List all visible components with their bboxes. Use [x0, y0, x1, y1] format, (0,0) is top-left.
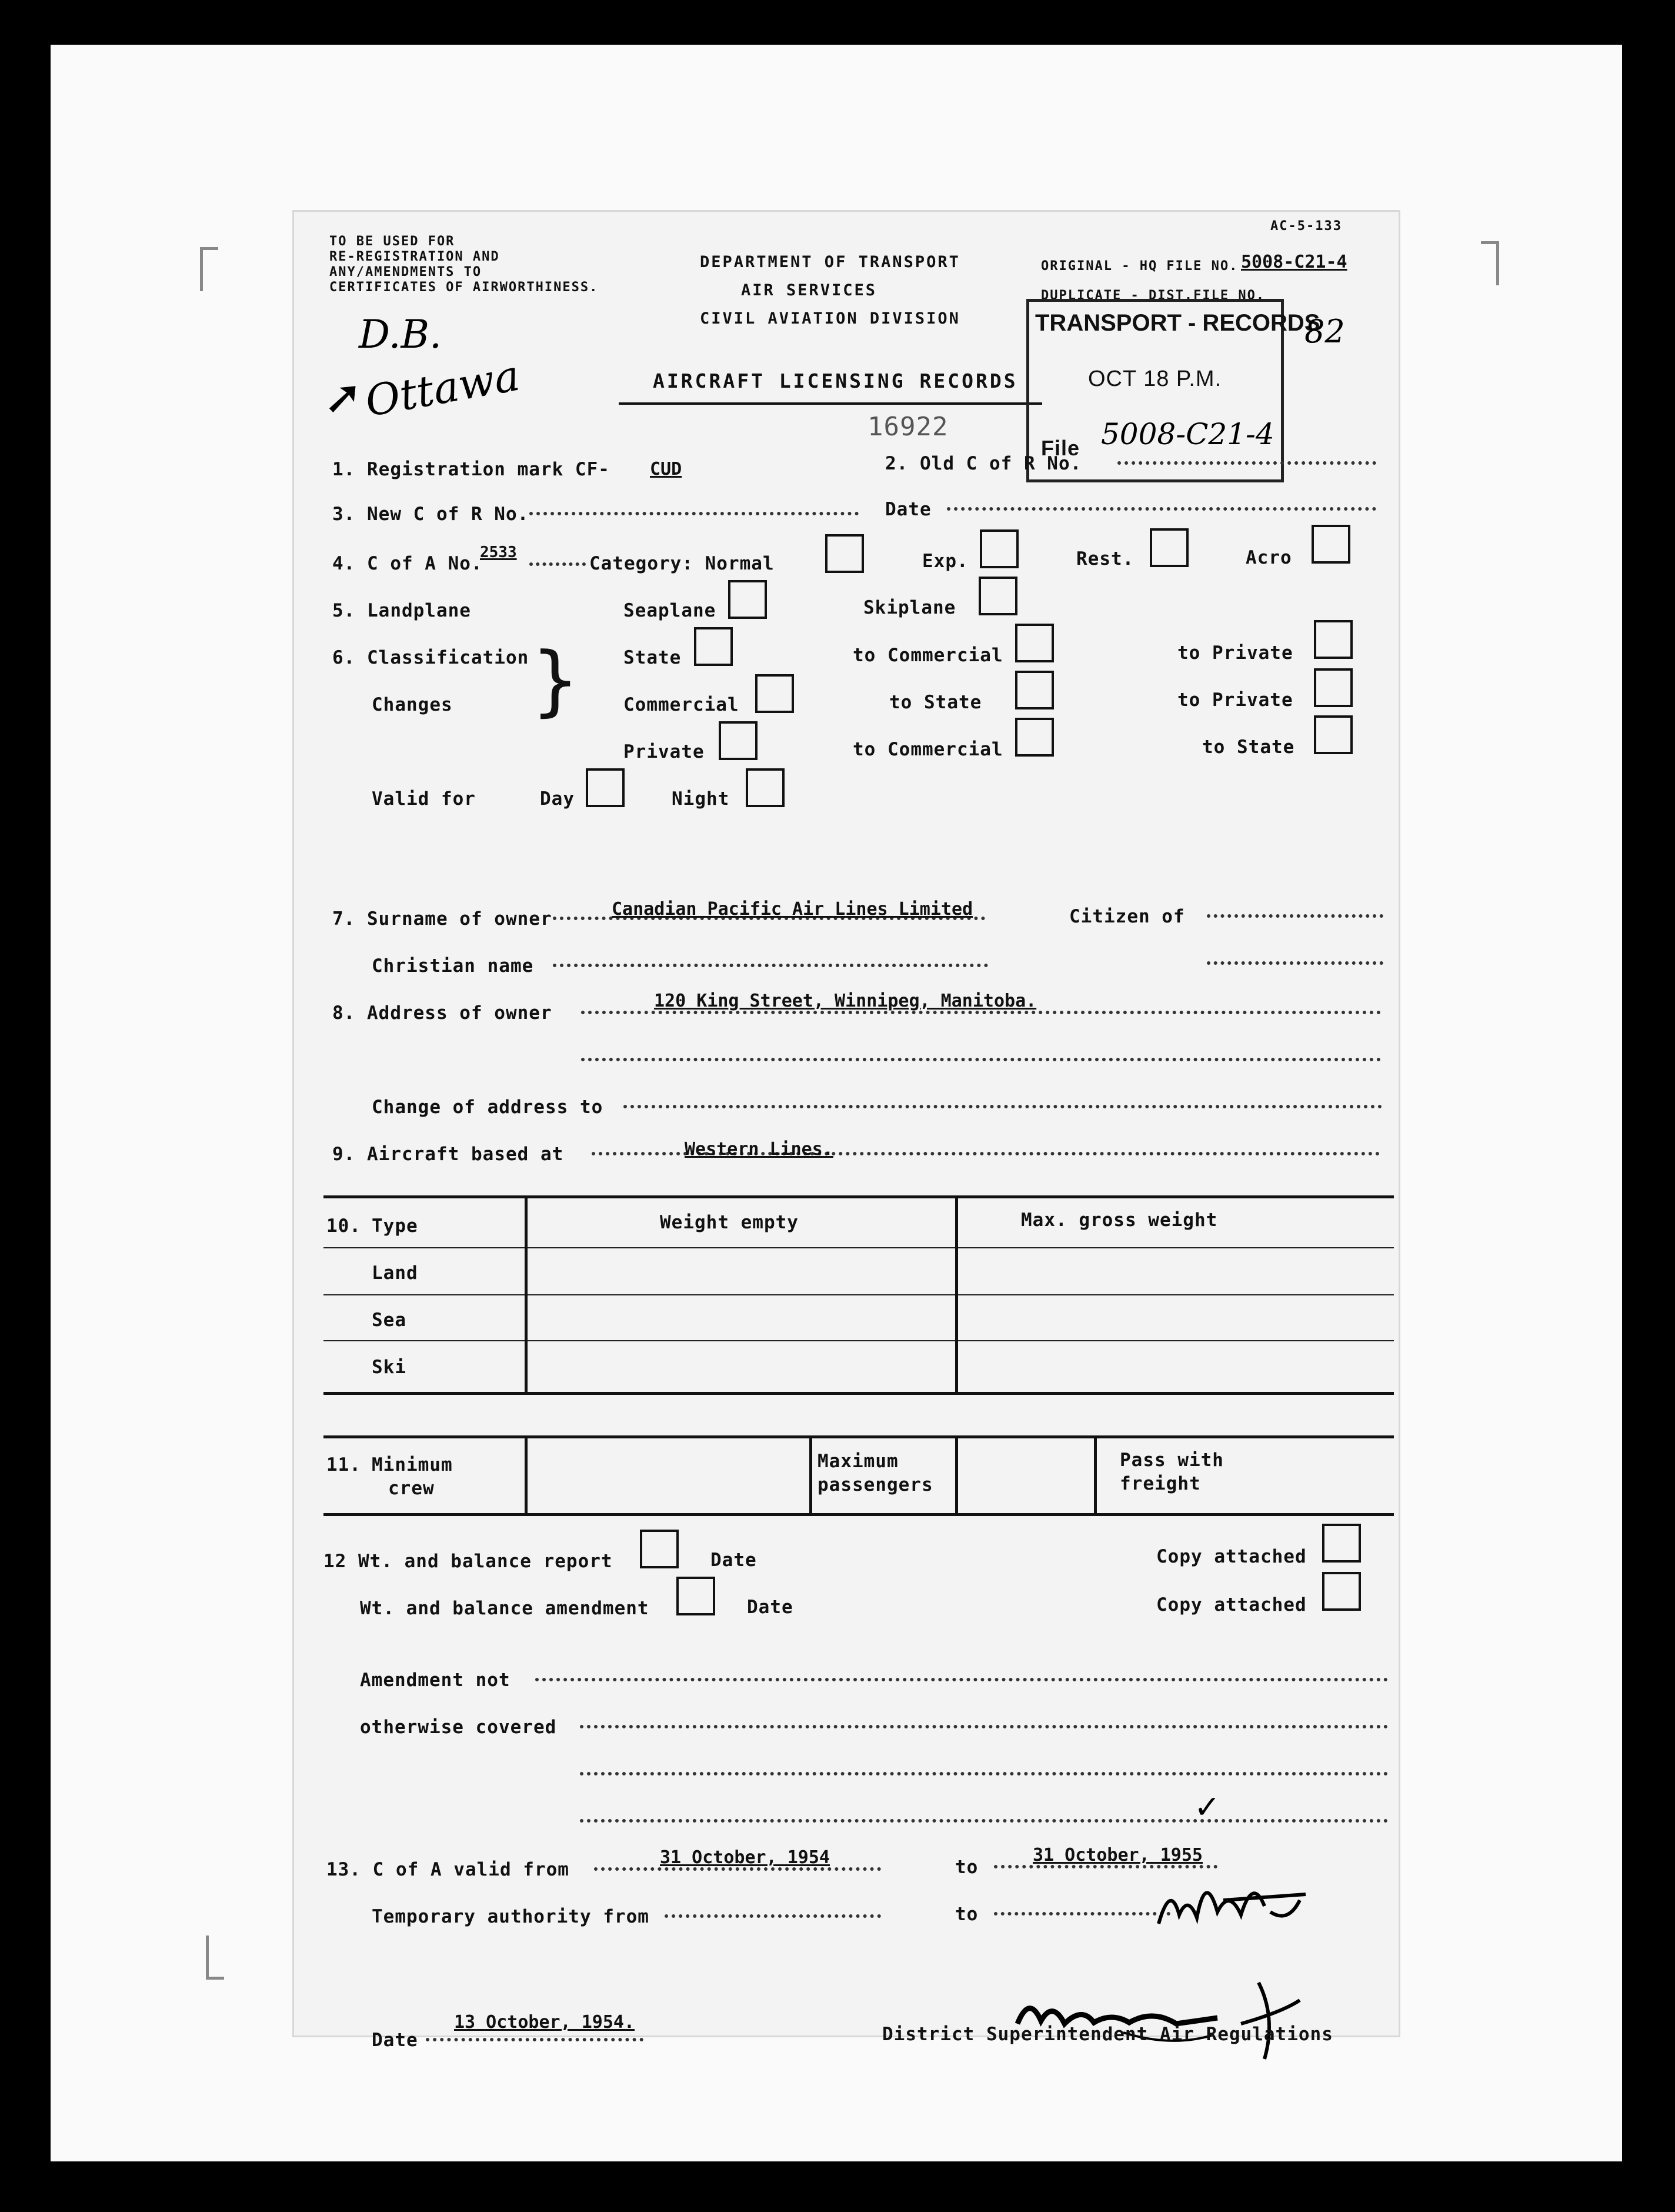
temporary-authority-label: Temporary authority from [372, 1906, 649, 1927]
footer-date-label: Date [372, 2030, 418, 2051]
crop-mark-top-left [200, 247, 218, 291]
type-table-top-rule [323, 1195, 1394, 1198]
classification-brace-icon: } [532, 635, 579, 725]
type-column-header: Type [372, 1215, 418, 1237]
arrow-icon: ➚ [323, 369, 363, 424]
field-address-label: 8. Address of owner [332, 1002, 552, 1024]
category-rest-label: Rest. [1076, 548, 1135, 569]
stamp-side-mark: 82 [1304, 313, 1345, 350]
seaplane-label: Seaplane [623, 600, 716, 621]
otherwise-covered-dots-2 [580, 1772, 1388, 1775]
old-cofr-dots [1117, 461, 1376, 465]
class-to-private-1-checkbox[interactable] [1314, 620, 1353, 659]
max-gross-weight-header: Max. gross weight [1021, 1210, 1218, 1231]
stamp-title: TRANSPORT - RECORDS [1035, 310, 1320, 336]
class-to-private-1-label: to Private [1177, 642, 1293, 664]
category-exp-checkbox[interactable] [980, 529, 1019, 568]
type-table-number: 10. [326, 1215, 361, 1237]
category-label: Category: Normal [589, 553, 775, 574]
type-row-ski: Ski [372, 1357, 406, 1378]
valid-for-label: Valid for [372, 788, 476, 809]
based-at-value: Western Lines. [685, 1139, 833, 1160]
address-dots-2 [581, 1058, 1381, 1061]
valid-night-label: Night [672, 788, 730, 809]
title-underline [619, 402, 1042, 405]
class-to-commercial-2-label: to Commercial [853, 739, 1003, 760]
crop-mark-top-right [1481, 241, 1499, 285]
wt-balance-report-checkbox[interactable] [640, 1530, 679, 1568]
class-commercial-label: Commercial [623, 694, 739, 715]
registration-mark-value: CUD [650, 459, 682, 479]
stamp-date: OCT 18 P.M. [1088, 367, 1222, 391]
class-state-label: State [623, 647, 682, 668]
department-heading: DEPARTMENT OF TRANSPORT [700, 253, 960, 271]
otherwise-covered-label: otherwise covered [360, 1717, 557, 1738]
wt-balance-report-date-label: Date [710, 1550, 757, 1571]
class-to-commercial-1-label: to Commercial [853, 645, 1003, 666]
copy-attached-2-label: Copy attached [1156, 1594, 1307, 1615]
service-heading: AIR SERVICES [741, 281, 877, 299]
serial-number: 16922 [867, 412, 949, 442]
temporary-authority-dots [665, 1914, 881, 1918]
field-registration-label: 1. Registration mark CF- [332, 459, 610, 480]
skiplane-label: Skiplane [863, 597, 956, 618]
instruction-line-3: ANY/AMENDMENTS TO [329, 265, 482, 279]
division-heading: CIVIL AVIATION DIVISION [700, 309, 960, 328]
category-acro-checkbox[interactable] [1312, 525, 1350, 564]
category-normal-checkbox[interactable] [825, 534, 864, 573]
seaplane-checkbox[interactable] [728, 580, 767, 619]
maximum-passengers-line-1: Maximum [818, 1451, 899, 1472]
wt-balance-amendment-date-label: Date [747, 1597, 793, 1618]
otherwise-covered-dots [580, 1725, 1388, 1728]
class-to-private-2-label: to Private [1177, 689, 1293, 711]
form-title: AIRCRAFT LICENSING RECORDS [653, 369, 1018, 392]
owner-surname-value: Canadian Pacific Air Lines Limited [612, 899, 973, 920]
cofa-valid-to-value: 31 October, 1955 [1033, 1845, 1203, 1865]
christian-name-label: Christian name [372, 955, 534, 977]
form-number: AC-5-133 [1270, 219, 1342, 234]
valid-day-checkbox[interactable] [586, 768, 625, 807]
class-to-state-1-checkbox[interactable] [1015, 671, 1054, 709]
christian-name-dots [553, 964, 988, 967]
class-to-state-1-label: to State [889, 692, 982, 713]
duplicate-file-label: DUPLICATE - DIST.FILE NO. [1041, 288, 1266, 303]
wt-balance-amendment-checkbox[interactable] [676, 1577, 715, 1615]
class-private-checkbox[interactable] [719, 721, 758, 760]
temporary-to-label: to [955, 1904, 979, 1925]
classification-changes-label: Changes [372, 694, 453, 715]
field-based-at-label: 9. Aircraft based at [332, 1144, 564, 1165]
pass-with-freight-line-1: Pass with [1120, 1450, 1224, 1471]
cofa-valid-from-value: 31 October, 1954 [660, 1847, 830, 1868]
copy-attached-2-checkbox[interactable] [1322, 1572, 1361, 1611]
crew-table-divider-2 [809, 1435, 812, 1515]
class-to-commercial-1-checkbox[interactable] [1015, 624, 1054, 662]
pass-with-freight-line-2: freight [1120, 1473, 1201, 1494]
new-cofr-date-label: Date [885, 499, 932, 520]
category-acro-label: Acro [1246, 547, 1292, 568]
crew-table-divider-3 [955, 1435, 958, 1515]
class-to-state-2-label: to State [1202, 737, 1295, 758]
type-row-sea: Sea [372, 1310, 406, 1331]
new-cofr-dots [529, 512, 859, 515]
type-table-row-rule-2 [323, 1340, 1394, 1341]
stamp-file-number: 5008-C21-4 [1101, 417, 1274, 451]
instruction-line-1: TO BE USED FOR [329, 234, 455, 249]
new-cofr-date-dots [947, 507, 1376, 511]
crew-table-divider-4 [1094, 1435, 1097, 1515]
type-table-divider-2 [955, 1195, 958, 1394]
change-of-address-label: Change of address to [372, 1097, 603, 1118]
type-table-divider-1 [525, 1195, 528, 1394]
original-file-label: ORIGINAL - HQ FILE NO. [1041, 259, 1239, 274]
citizen-of-dots [1207, 914, 1383, 918]
class-to-state-2-checkbox[interactable] [1314, 715, 1353, 754]
district-superintendent-label: District Superintendent Air Regulations [882, 2024, 1333, 2045]
minimum-crew-line-1: Minimum [372, 1454, 453, 1475]
citizen-of-dots-2 [1207, 961, 1383, 965]
copy-attached-1-checkbox[interactable] [1322, 1524, 1361, 1563]
field-classification-label: 6. Classification [332, 647, 529, 668]
instruction-line-2: RE-REGISTRATION AND [329, 249, 500, 264]
cofa-number-value: 2533 [480, 544, 517, 561]
change-of-address-dots [623, 1105, 1382, 1108]
field-landplane-label: 5. Landplane [332, 600, 471, 621]
instruction-line-4: CERTIFICATES OF AIRWORTHINESS. [329, 280, 599, 295]
owner-address-value: 120 King Street, Winnipeg, Manitoba. [654, 991, 1037, 1011]
valid-day-label: Day [540, 788, 575, 809]
field-old-cofr-label: 2. Old C of R No. [885, 453, 1082, 474]
amendment-not-dots [535, 1678, 1388, 1681]
handwritten-initials: D.B. [359, 312, 442, 357]
footer-date-value: 13 October, 1954. [454, 2012, 635, 2033]
type-row-land: Land [372, 1262, 418, 1284]
field-cofa-label: 4. C of A No. [332, 553, 483, 574]
cofa-valid-to-label: to [955, 1857, 979, 1878]
handwritten-city: Ottawa [361, 350, 523, 427]
crew-table-bottom-rule [323, 1513, 1394, 1516]
amendment-not-label: Amendment not [360, 1670, 510, 1691]
copy-attached-1-label: Copy attached [1156, 1546, 1307, 1567]
footer-date-dots [426, 2038, 643, 2041]
weight-empty-header: Weight empty [660, 1212, 799, 1233]
class-to-commercial-2-checkbox[interactable] [1015, 718, 1054, 757]
class-commercial-checkbox[interactable] [755, 674, 794, 713]
type-table-row-rule-1 [323, 1294, 1394, 1295]
otherwise-covered-dots-3 [580, 1819, 1388, 1823]
crew-table-divider-1 [525, 1435, 528, 1515]
valid-night-checkbox[interactable] [746, 768, 785, 807]
crew-table-number: 11. [326, 1454, 361, 1475]
field-new-cofr-label: 3. New C of R No. [332, 504, 529, 525]
category-exp-label: Exp. [922, 551, 969, 572]
class-private-label: Private [623, 741, 705, 762]
cofa-dots [529, 562, 586, 566]
maximum-passengers-line-2: passengers [818, 1474, 933, 1495]
crop-mark-bottom-left [206, 1936, 224, 1980]
crew-table-top-rule [323, 1435, 1394, 1438]
type-table-header-rule [323, 1247, 1394, 1248]
cofa-valid-from-label: 13. C of A valid from [326, 1859, 569, 1880]
category-rest-checkbox[interactable] [1150, 528, 1189, 567]
licensing-record-form [294, 212, 1399, 2051]
class-to-private-2-checkbox[interactable] [1314, 668, 1353, 707]
field-surname-label: 7. Surname of owner [332, 908, 552, 930]
skiplane-checkbox[interactable] [979, 577, 1017, 615]
wt-balance-amendment-label: Wt. and balance amendment [360, 1598, 649, 1619]
type-table-bottom-rule [323, 1392, 1394, 1395]
citizen-of-label: Citizen of [1069, 906, 1185, 927]
original-file-number: 5008-C21-4 [1241, 252, 1347, 272]
class-state-checkbox[interactable] [694, 627, 733, 666]
check-mark-icon: ✓ [1194, 1788, 1221, 1825]
initials-scribble-icon [1153, 1859, 1317, 1941]
minimum-crew-line-2: crew [388, 1478, 435, 1499]
stamp-file-label: File [1041, 436, 1080, 460]
wt-balance-report-label: 12 Wt. and balance report [323, 1551, 613, 1572]
temporary-to-dots [994, 1912, 1170, 1915]
